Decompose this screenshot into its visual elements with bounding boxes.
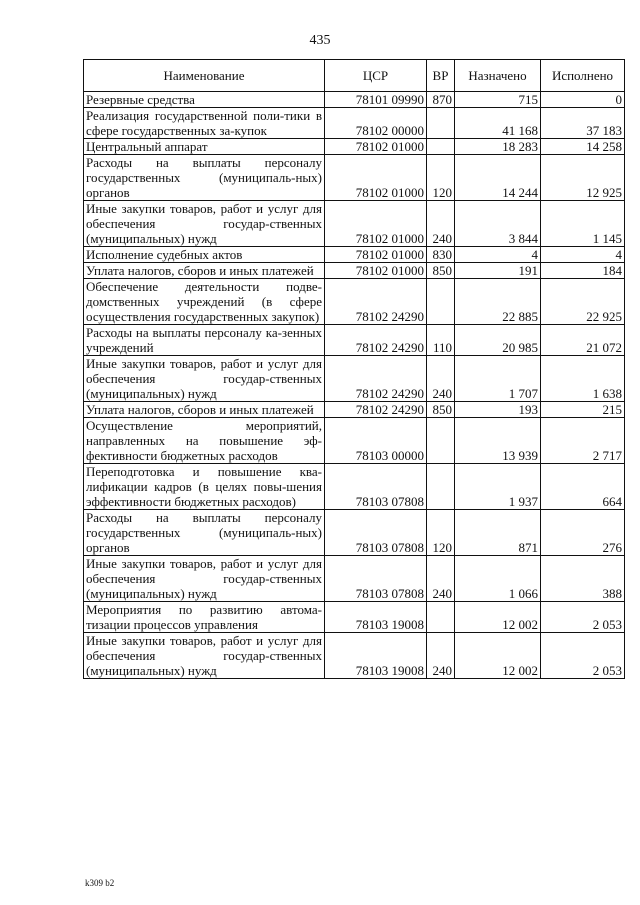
cell-executed: 215 xyxy=(541,402,625,418)
table-header-row xyxy=(84,60,625,92)
table-row xyxy=(84,556,625,602)
cell-vr xyxy=(427,139,455,155)
footer-code: k309 b2 xyxy=(85,878,115,888)
cell-name: Мероприятия по развитию автома-тизации процессов управления xyxy=(84,602,325,633)
cell-vr: 240 xyxy=(427,633,455,679)
cell-name: Исполнение судебных актов xyxy=(84,247,325,263)
cell-vr xyxy=(427,602,455,633)
cell-csr: 78102 01000 xyxy=(325,139,427,155)
table-row xyxy=(84,155,625,201)
cell-executed: 14 258 xyxy=(541,139,625,155)
cell-vr xyxy=(427,108,455,139)
cell-name: Иные закупки товаров, работ и услуг для обеспечения государ-ственных (муниципальных) нужд xyxy=(84,633,325,679)
cell-csr: 78102 00000 xyxy=(325,108,427,139)
cell-assigned: 193 xyxy=(455,402,541,418)
table-row xyxy=(84,510,625,556)
cell-vr: 870 xyxy=(427,92,455,108)
cell-executed: 21 072 xyxy=(541,325,625,356)
cell-name: Обеспечение деятельности подве-домственных учреждений (в сфере осуществления государственных закупок) xyxy=(84,279,325,325)
cell-vr: 240 xyxy=(427,356,455,402)
cell-assigned: 1 707 xyxy=(455,356,541,402)
table-row xyxy=(84,464,625,510)
cell-executed: 388 xyxy=(541,556,625,602)
cell-vr: 850 xyxy=(427,402,455,418)
cell-csr: 78103 19008 xyxy=(325,602,427,633)
cell-name: Расходы на выплаты персоналу государственных (муниципаль-ных) органов xyxy=(84,155,325,201)
cell-executed: 12 925 xyxy=(541,155,625,201)
column-header-name: Наименование xyxy=(84,60,325,92)
cell-csr: 78102 01000 xyxy=(325,263,427,279)
cell-vr: 120 xyxy=(427,155,455,201)
cell-assigned: 41 168 xyxy=(455,108,541,139)
cell-vr xyxy=(427,464,455,510)
cell-assigned: 4 xyxy=(455,247,541,263)
cell-assigned: 13 939 xyxy=(455,418,541,464)
table-row xyxy=(84,108,625,139)
table-row xyxy=(84,279,625,325)
table-row xyxy=(84,92,625,108)
table-row xyxy=(84,263,625,279)
cell-assigned: 3 844 xyxy=(455,201,541,247)
cell-vr: 110 xyxy=(427,325,455,356)
cell-csr: 78102 24290 xyxy=(325,356,427,402)
cell-vr: 120 xyxy=(427,510,455,556)
cell-assigned: 715 xyxy=(455,92,541,108)
cell-csr: 78102 01000 xyxy=(325,201,427,247)
cell-assigned: 12 002 xyxy=(455,633,541,679)
cell-name: Осуществление мероприятий, направленных на повышение эф-фективности бюджетных расходов xyxy=(84,418,325,464)
cell-executed: 2 053 xyxy=(541,633,625,679)
cell-csr: 78103 07808 xyxy=(325,464,427,510)
cell-assigned: 18 283 xyxy=(455,139,541,155)
table-row xyxy=(84,247,625,263)
cell-name: Иные закупки товаров, работ и услуг для обеспечения государ-ственных (муниципальных) нужд xyxy=(84,556,325,602)
cell-vr: 240 xyxy=(427,201,455,247)
cell-csr: 78102 01000 xyxy=(325,247,427,263)
column-header-csr: ЦСР xyxy=(325,60,427,92)
cell-executed: 664 xyxy=(541,464,625,510)
cell-name: Резервные средства xyxy=(84,92,325,108)
cell-csr: 78101 09990 xyxy=(325,92,427,108)
cell-csr: 78103 07808 xyxy=(325,510,427,556)
table-row xyxy=(84,402,625,418)
cell-vr xyxy=(427,279,455,325)
cell-assigned: 20 985 xyxy=(455,325,541,356)
cell-executed: 4 xyxy=(541,247,625,263)
cell-name: Иные закупки товаров, работ и услуг для обеспечения государ-ственных (муниципальных) нужд xyxy=(84,356,325,402)
cell-executed: 276 xyxy=(541,510,625,556)
table-row xyxy=(84,201,625,247)
cell-executed: 2 053 xyxy=(541,602,625,633)
cell-assigned: 22 885 xyxy=(455,279,541,325)
cell-csr: 78102 24290 xyxy=(325,402,427,418)
column-header-vr: ВР xyxy=(427,60,455,92)
cell-executed: 1 638 xyxy=(541,356,625,402)
cell-name: Центральный аппарат xyxy=(84,139,325,155)
budget-table xyxy=(83,59,625,679)
table-row xyxy=(84,356,625,402)
cell-csr: 78102 24290 xyxy=(325,279,427,325)
table-row xyxy=(84,325,625,356)
cell-csr: 78103 00000 xyxy=(325,418,427,464)
cell-executed: 2 717 xyxy=(541,418,625,464)
cell-assigned: 1 066 xyxy=(455,556,541,602)
cell-csr: 78103 07808 xyxy=(325,556,427,602)
cell-csr: 78103 19008 xyxy=(325,633,427,679)
table-row xyxy=(84,602,625,633)
cell-name: Уплата налогов, сборов и иных платежей xyxy=(84,402,325,418)
table-body xyxy=(84,92,625,679)
column-header-assigned: Назначено xyxy=(455,60,541,92)
cell-assigned: 12 002 xyxy=(455,602,541,633)
cell-executed: 0 xyxy=(541,92,625,108)
cell-executed: 1 145 xyxy=(541,201,625,247)
cell-name: Расходы на выплаты персоналу ка-зенных учреждений xyxy=(84,325,325,356)
cell-executed: 184 xyxy=(541,263,625,279)
column-header-executed: Исполнено xyxy=(541,60,625,92)
table-row xyxy=(84,633,625,679)
cell-name: Переподготовка и повышение ква-лификации кадров (в целях повы-шения эффективности бюджетных расходов) xyxy=(84,464,325,510)
cell-name: Расходы на выплаты персоналу государственных (муниципаль-ных) органов xyxy=(84,510,325,556)
cell-csr: 78102 24290 xyxy=(325,325,427,356)
cell-assigned: 871 xyxy=(455,510,541,556)
table-row xyxy=(84,418,625,464)
cell-vr: 240 xyxy=(427,556,455,602)
cell-executed: 37 183 xyxy=(541,108,625,139)
cell-vr xyxy=(427,418,455,464)
cell-name: Иные закупки товаров, работ и услуг для обеспечения государ-ственных (муниципальных) нужд xyxy=(84,201,325,247)
cell-assigned: 1 937 xyxy=(455,464,541,510)
table-row xyxy=(84,139,625,155)
cell-name: Уплата налогов, сборов и иных платежей xyxy=(84,263,325,279)
cell-vr: 830 xyxy=(427,247,455,263)
cell-vr: 850 xyxy=(427,263,455,279)
cell-name: Реализация государственной поли-тики в сфере государственных за-купок xyxy=(84,108,325,139)
cell-assigned: 191 xyxy=(455,263,541,279)
page-number: 435 xyxy=(309,33,331,48)
cell-executed: 22 925 xyxy=(541,279,625,325)
cell-assigned: 14 244 xyxy=(455,155,541,201)
cell-csr: 78102 01000 xyxy=(325,155,427,201)
